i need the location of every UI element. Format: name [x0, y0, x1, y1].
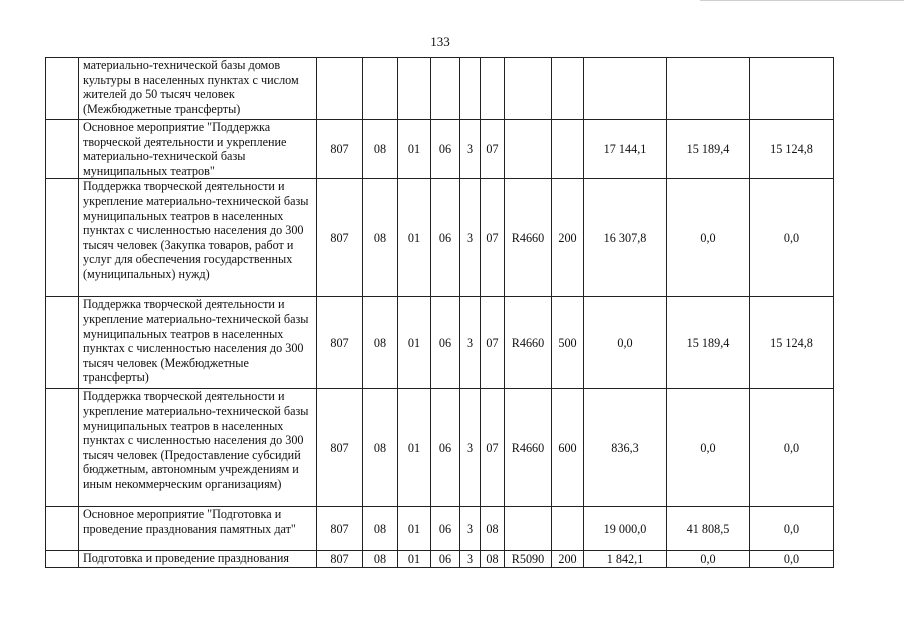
- budget-table-body: [46, 58, 834, 568]
- cell-amount-1: 1 842,1: [584, 551, 667, 568]
- cell-expense-type: [552, 507, 584, 551]
- table-row: [46, 297, 834, 389]
- table-row: [46, 120, 834, 179]
- cell-section: 08: [363, 551, 398, 568]
- table-row: [46, 179, 834, 297]
- cell-direction: R5090: [505, 551, 552, 568]
- cell-amount-1: 19 000,0: [584, 507, 667, 551]
- cell-amount-1: 0,0: [584, 297, 667, 389]
- cell-amount-3: 0,0: [750, 179, 834, 297]
- cell-expense-type: 500: [552, 297, 584, 389]
- row-number-cell: [46, 179, 79, 297]
- cell-name: Поддержка творческой деятельности и укрепление материально-технической базы муниципальных театров в населенных пунктах с численностью населения до 300 тысяч человек (Закупка товаров, работ и услуг для обеспечения государственных (муниципальных) нужд): [79, 179, 317, 297]
- cell-event: 07: [481, 179, 505, 297]
- cell-section: 08: [363, 179, 398, 297]
- cell-event: 07: [481, 297, 505, 389]
- cell-subsection: 01: [398, 507, 431, 551]
- cell-subsection: 01: [398, 551, 431, 568]
- page-number: 133: [430, 34, 450, 49]
- cell-amount-2: [667, 58, 750, 120]
- cell-subprogram: [460, 58, 481, 120]
- cell-event: 07: [481, 120, 505, 179]
- cell-name: Основное мероприятие "Поддержка творческой деятельности и укрепление материально-технической базы муниципальных театров": [79, 120, 317, 179]
- cell-event: [481, 58, 505, 120]
- cell-ministry: 807: [317, 120, 363, 179]
- cell-ministry: 807: [317, 389, 363, 507]
- cell-amount-1: 836,3: [584, 389, 667, 507]
- cell-subprogram: 3: [460, 389, 481, 507]
- cell-direction: R4660: [505, 297, 552, 389]
- cell-section: [363, 58, 398, 120]
- cell-amount-1: 17 144,1: [584, 120, 667, 179]
- cell-subprogram: 3: [460, 120, 481, 179]
- cell-amount-2: 0,0: [667, 389, 750, 507]
- page-edge-line: [700, 0, 904, 1]
- cell-name: Подготовка и проведение празднования: [79, 551, 317, 568]
- cell-expense-type: [552, 58, 584, 120]
- cell-program: 06: [431, 551, 460, 568]
- cell-subsection: 01: [398, 389, 431, 507]
- table-row: [46, 551, 834, 568]
- cell-expense-type: 600: [552, 389, 584, 507]
- cell-ministry: [317, 58, 363, 120]
- row-number-cell: [46, 551, 79, 568]
- cell-name: Поддержка творческой деятельности и укрепление материально-технической базы муниципальных театров в населенных пунктах с численностью населения до 300 тысяч человек (Предоставление субсидий бюджетным, автономным учреждениям и иным некоммерческим организациям): [79, 389, 317, 507]
- table-row: [46, 507, 834, 551]
- cell-subprogram: 3: [460, 297, 481, 389]
- row-number-cell: [46, 120, 79, 179]
- budget-table: [45, 57, 834, 568]
- cell-name: Основное мероприятие "Подготовка и проведение празднования памятных дат": [79, 507, 317, 551]
- cell-amount-1: [584, 58, 667, 120]
- cell-section: 08: [363, 507, 398, 551]
- cell-section: 08: [363, 389, 398, 507]
- row-number-cell: [46, 58, 79, 120]
- cell-section: 08: [363, 297, 398, 389]
- cell-event: 08: [481, 507, 505, 551]
- cell-program: 06: [431, 297, 460, 389]
- row-number-cell: [46, 297, 79, 389]
- cell-direction: [505, 58, 552, 120]
- row-number-cell: [46, 389, 79, 507]
- cell-amount-2: 15 189,4: [667, 297, 750, 389]
- cell-ministry: 807: [317, 507, 363, 551]
- cell-subsection: 01: [398, 297, 431, 389]
- cell-expense-type: 200: [552, 551, 584, 568]
- cell-amount-2: 15 189,4: [667, 120, 750, 179]
- cell-expense-type: 200: [552, 179, 584, 297]
- cell-direction: R4660: [505, 179, 552, 297]
- cell-amount-3: 0,0: [750, 507, 834, 551]
- cell-amount-3: 15 124,8: [750, 120, 834, 179]
- cell-amount-2: 41 808,5: [667, 507, 750, 551]
- cell-subprogram: 3: [460, 507, 481, 551]
- cell-ministry: 807: [317, 297, 363, 389]
- cell-program: 06: [431, 507, 460, 551]
- cell-amount-2: 0,0: [667, 551, 750, 568]
- cell-name: материально-технической базы домов культуры в населенных пунктах с числом жителей до 50 тысяч человек (Межбюджетные трансферты): [79, 58, 317, 120]
- cell-amount-3: 0,0: [750, 389, 834, 507]
- row-number-cell: [46, 507, 79, 551]
- cell-section: 08: [363, 120, 398, 179]
- table-row: [46, 58, 834, 120]
- cell-event: 07: [481, 389, 505, 507]
- cell-direction: [505, 120, 552, 179]
- cell-subsection: [398, 58, 431, 120]
- cell-program: 06: [431, 179, 460, 297]
- table-row: [46, 389, 834, 507]
- cell-program: 06: [431, 120, 460, 179]
- cell-event: 08: [481, 551, 505, 568]
- cell-amount-3: 15 124,8: [750, 297, 834, 389]
- cell-direction: [505, 507, 552, 551]
- cell-amount-1: 16 307,8: [584, 179, 667, 297]
- cell-subsection: 01: [398, 179, 431, 297]
- cell-direction: R4660: [505, 389, 552, 507]
- cell-subprogram: 3: [460, 179, 481, 297]
- cell-subsection: 01: [398, 120, 431, 179]
- cell-subprogram: 3: [460, 551, 481, 568]
- cell-expense-type: [552, 120, 584, 179]
- cell-ministry: 807: [317, 179, 363, 297]
- cell-amount-2: 0,0: [667, 179, 750, 297]
- cell-program: [431, 58, 460, 120]
- cell-ministry: 807: [317, 551, 363, 568]
- cell-amount-3: 0,0: [750, 551, 834, 568]
- cell-amount-3: [750, 58, 834, 120]
- cell-name: Поддержка творческой деятельности и укрепление материально-технической базы муниципальных театров в населенных пунктах с численностью населения до 300 тысяч человек (Межбюджетные трансферты): [79, 297, 317, 389]
- cell-program: 06: [431, 389, 460, 507]
